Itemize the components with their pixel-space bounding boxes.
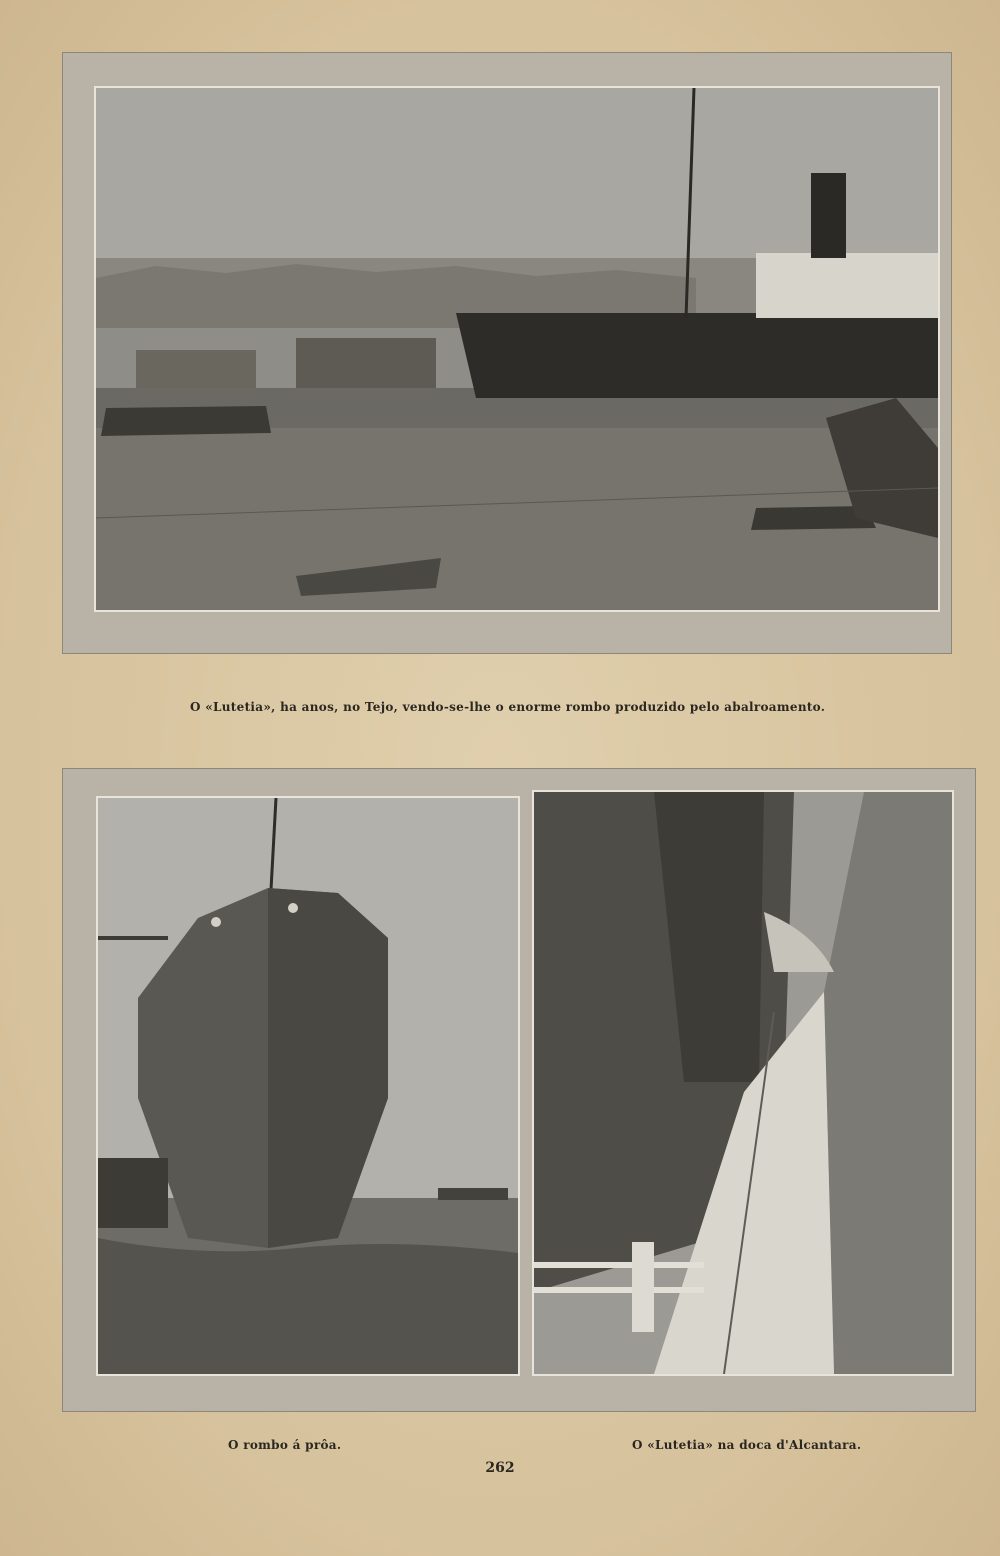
page-number: 262	[485, 1460, 515, 1476]
bottom-left-caption: O rombo á prôa.	[228, 1438, 342, 1452]
harbor-scene-illustration	[96, 88, 938, 610]
photo-lutetia-in-tagus	[94, 86, 940, 612]
ship-bow-illustration	[98, 798, 518, 1374]
top-photo-caption: O «Lutetia», ha anos, no Tejo, vendo-se-lhe o enorme rombo produzido pelo abalroamento.	[190, 700, 826, 714]
photo-lutetia-in-dock	[532, 790, 954, 1376]
photo-damaged-bow	[96, 796, 520, 1376]
bottom-right-caption: O «Lutetia» na doca d'Alcantara.	[632, 1438, 862, 1452]
dry-dock-illustration	[534, 792, 952, 1374]
